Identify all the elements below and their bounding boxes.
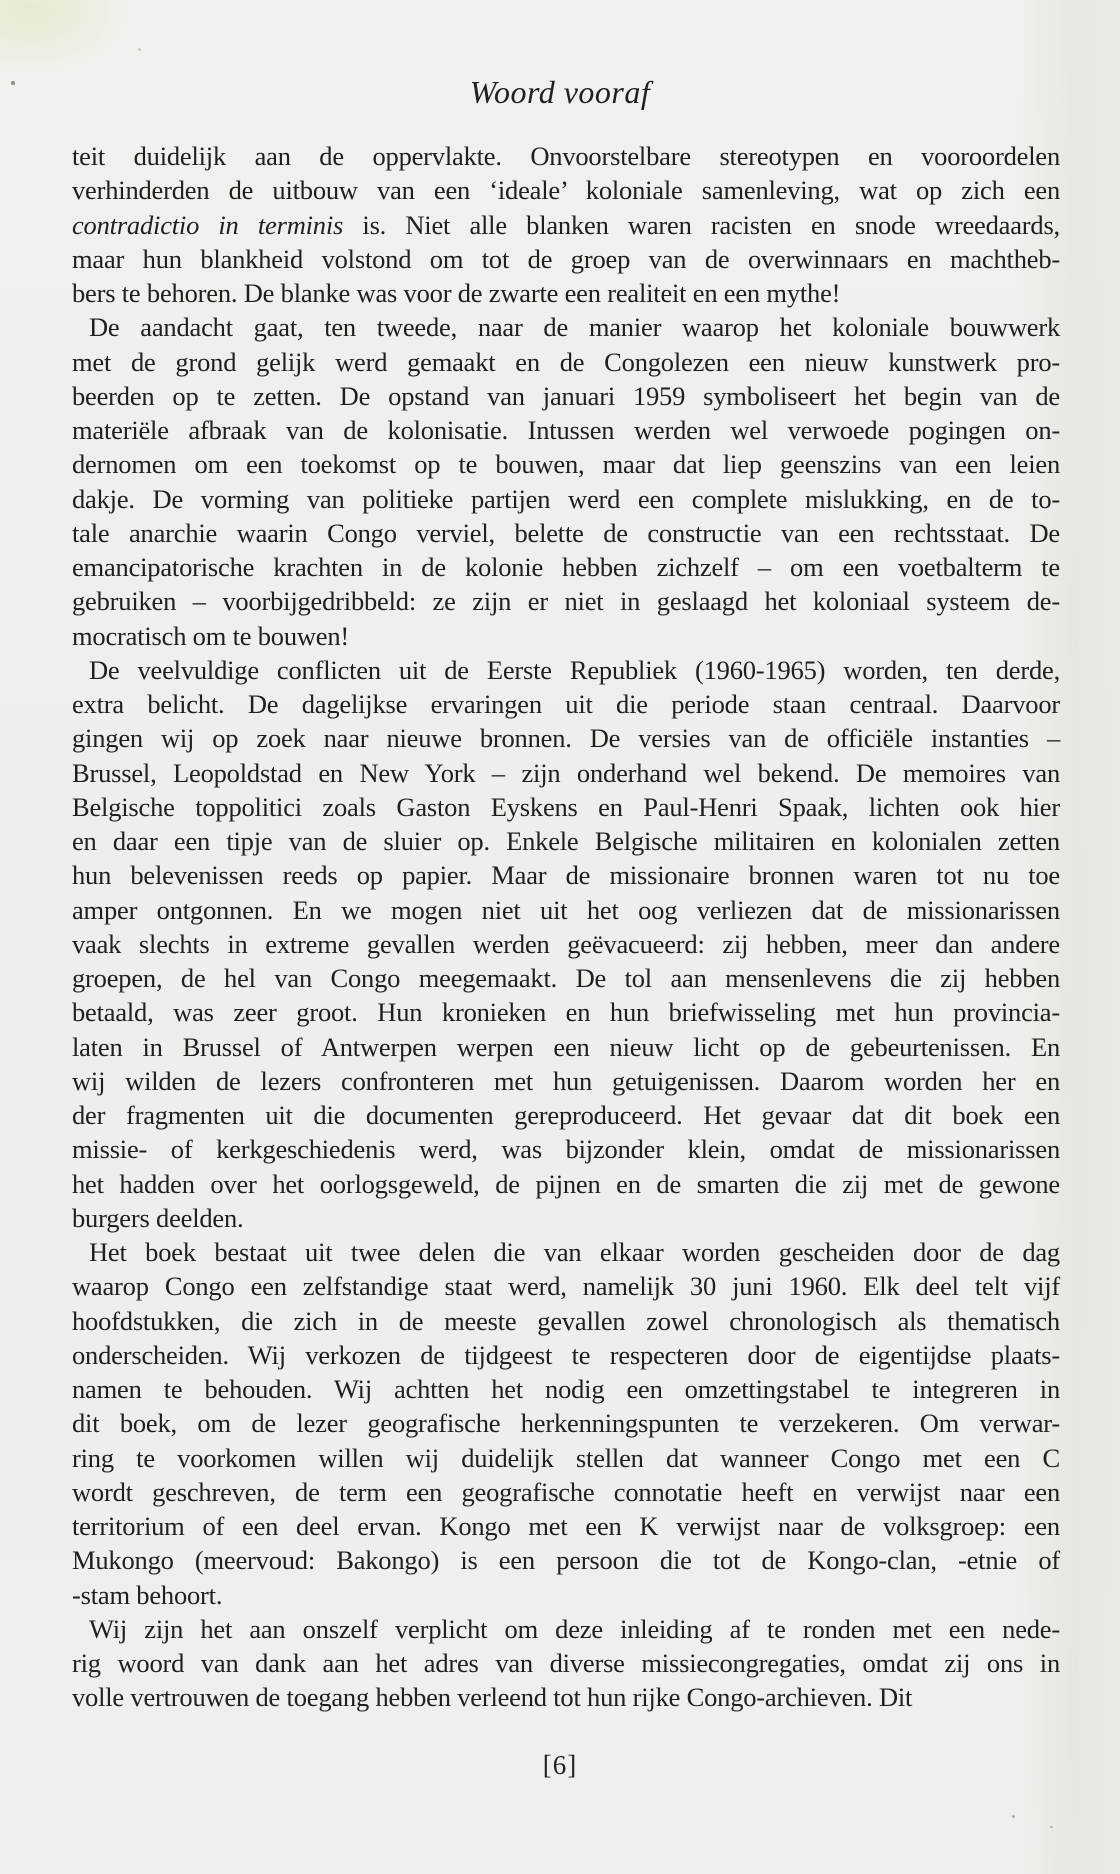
text-line: maar hun blankheid volstond om tot de groep van de overwinnaars en machtheb- xyxy=(72,243,1060,274)
text-line: met de grond gelijk werd gemaakt en de Congolezen een nieuw kunstwerk pro- xyxy=(72,346,1060,377)
italic-phrase: contradictio in terminis xyxy=(72,209,344,240)
text-line: wordt geschreven, de term een geografische connotatie heeft en verwijst naar een xyxy=(72,1476,1060,1507)
text-block xyxy=(72,139,1060,1715)
text-line: gingen wij op zoek naar nieuwe bronnen. De versies van de officiële instanties – xyxy=(72,723,1060,754)
text-line: hoofdstukken, die zich in de meeste gevallen zowel chronologisch als thematisch xyxy=(72,1305,1060,1336)
text-line: gebruiken – voorbijgedribbeld: ze zijn er niet in geslaagd het koloniaal systeem de- xyxy=(72,586,1060,617)
page-title: Woord vooraf xyxy=(469,74,651,110)
text-line: dit boek, om de lezer geografische herkenningspunten te verzekeren. Om verwar- xyxy=(72,1408,1060,1439)
text-line: bers te behoren. De blanke was voor de zwarte een realiteit en een mythe! xyxy=(72,278,841,308)
text-line: mocratisch om te bouwen! xyxy=(72,620,350,651)
text-line: groepen, de hel van Congo meegemaakt. De tol aan mensenlevens die zij hebben xyxy=(72,963,1060,993)
text-line: verhinderden de uitbouw van een ‘ideale’ koloniale samenleving, wat op zich een xyxy=(72,175,1060,206)
text-line: territorium of een deel ervan. Kongo met een K verwijst naar de volksgroep: een xyxy=(72,1511,1060,1541)
scan-speck xyxy=(1050,1826,1053,1828)
text-line: extra belicht. De dagelijkse ervaringen uit die periode staan centraal. Daarvoor xyxy=(72,689,1060,719)
text-line: wij wilden de lezers confronteren met hun getuigenissen. Daarom worden her en xyxy=(72,1065,1060,1096)
text-line: dernomen om een toekomst op te bouwen, maar dat liep geenszins van een leien xyxy=(72,449,1060,480)
text-line: Mukongo (meervoud: Bakongo) is een persoon die tot de Kongo-clan, -etnie of xyxy=(72,1545,1060,1576)
text-line: het hadden over het oorlogsgeweld, de pijnen en de smarten die zij met de gewone xyxy=(72,1168,1060,1199)
text-line: der fragmenten uit die documenten gereproduceerd. Het gevaar dat dit boek een xyxy=(72,1100,1060,1130)
text-line: rig woord van dank aan het adres van diverse missiecongregaties, omdat zij ons in xyxy=(72,1648,1060,1678)
text-line: -stam behoort. xyxy=(72,1579,223,1610)
text-line: Belgische toppolitici zoals Gaston Eyskens en Paul-Henri Spaak, lichten ook hier xyxy=(72,791,1060,822)
text-line: volle vertrouwen de toegang hebben verleend tot hun rijke Congo-archieven. Dit xyxy=(72,1682,913,1713)
text-line: hun belevenissen reeds op papier. Maar de missionaire bronnen waren tot nu toe xyxy=(72,860,1060,891)
text-line: laten in Brussel of Antwerpen werpen een nieuw licht op de gebeurtenissen. En xyxy=(72,1031,1060,1062)
scan-speck xyxy=(138,48,141,51)
text-line: teit duidelijk aan de oppervlakte. Onvoorstelbare stereotypen en vooroordelen xyxy=(72,141,1060,171)
text-line: De aandacht gaat, ten tweede, naar de manier waarop het koloniale bouwwerk xyxy=(89,312,1060,343)
text-line: vaak slechts in extreme gevallen werden geëvacueerd: zij hebben, meer dan andere xyxy=(72,928,1060,959)
text-line: beerden op te zetten. De opstand van januari 1959 symboliseert het begin van de xyxy=(72,380,1060,411)
text-line: namen te behouden. Wij achtten het nodig een omzettingstabel te integreren in xyxy=(72,1374,1060,1404)
text-line: onderscheiden. Wij verkozen de tijdgeest te respecteren door de eigentijdse plaats- xyxy=(72,1339,1060,1370)
text-line: De veelvuldige conflicten uit de Eerste Republiek (1960-1965) worden, ten derde, xyxy=(89,654,1060,685)
scan-speck xyxy=(1012,1815,1015,1818)
text-line: materiële afbraak van de kolonisatie. Intussen werden wel verwoede pogingen on- xyxy=(72,415,1060,445)
text-line xyxy=(72,208,1060,242)
text-line: Wij zijn het aan onszelf verplicht om deze inleiding af te ronden met een nede- xyxy=(89,1613,1060,1644)
text-line: waarop Congo een zelfstandige staat werd, namelijk 30 juni 1960. Elk deel telt vijf xyxy=(72,1271,1060,1302)
page-number: [6] xyxy=(542,1750,578,1780)
text-line: dakje. De vorming van politieke partijen werd een complete mislukking, en de to- xyxy=(72,483,1060,514)
text-line: emancipatorische krachten in de kolonie hebben zichzelf – om een voetbalterm te xyxy=(72,552,1060,582)
text-line: ring te voorkomen willen wij duidelijk stellen dat wanneer Congo met een C xyxy=(72,1442,1060,1473)
text-line: tale anarchie waarin Congo verviel, belette de constructie van een rechtsstaat. De xyxy=(72,517,1060,548)
text-line: Brussel, Leopoldstad en New York – zijn onderhand wel bekend. De memoires van xyxy=(72,757,1060,788)
text-line: en daar een tipje van de sluier op. Enkele Belgische militairen en kolonialen zetten xyxy=(72,826,1060,856)
text-line: Het boek bestaat uit twee delen die van elkaar worden gescheiden door de dag xyxy=(89,1237,1060,1267)
text-line: missie- of kerkgeschiedenis werd, was bijzonder klein, omdat de missionarissen xyxy=(72,1134,1060,1165)
text-line: burgers deelden. xyxy=(72,1202,244,1233)
text-segment: is. Niet alle blanken waren racisten en snode wreedaards, xyxy=(343,209,1060,240)
text-line: amper ontgonnen. En we mogen niet uit het oog verliezen dat de missionarissen xyxy=(72,894,1060,925)
text-line: betaald, was zeer groot. Hun kronieken en hun briefwisseling met hun provincia- xyxy=(72,997,1060,1028)
